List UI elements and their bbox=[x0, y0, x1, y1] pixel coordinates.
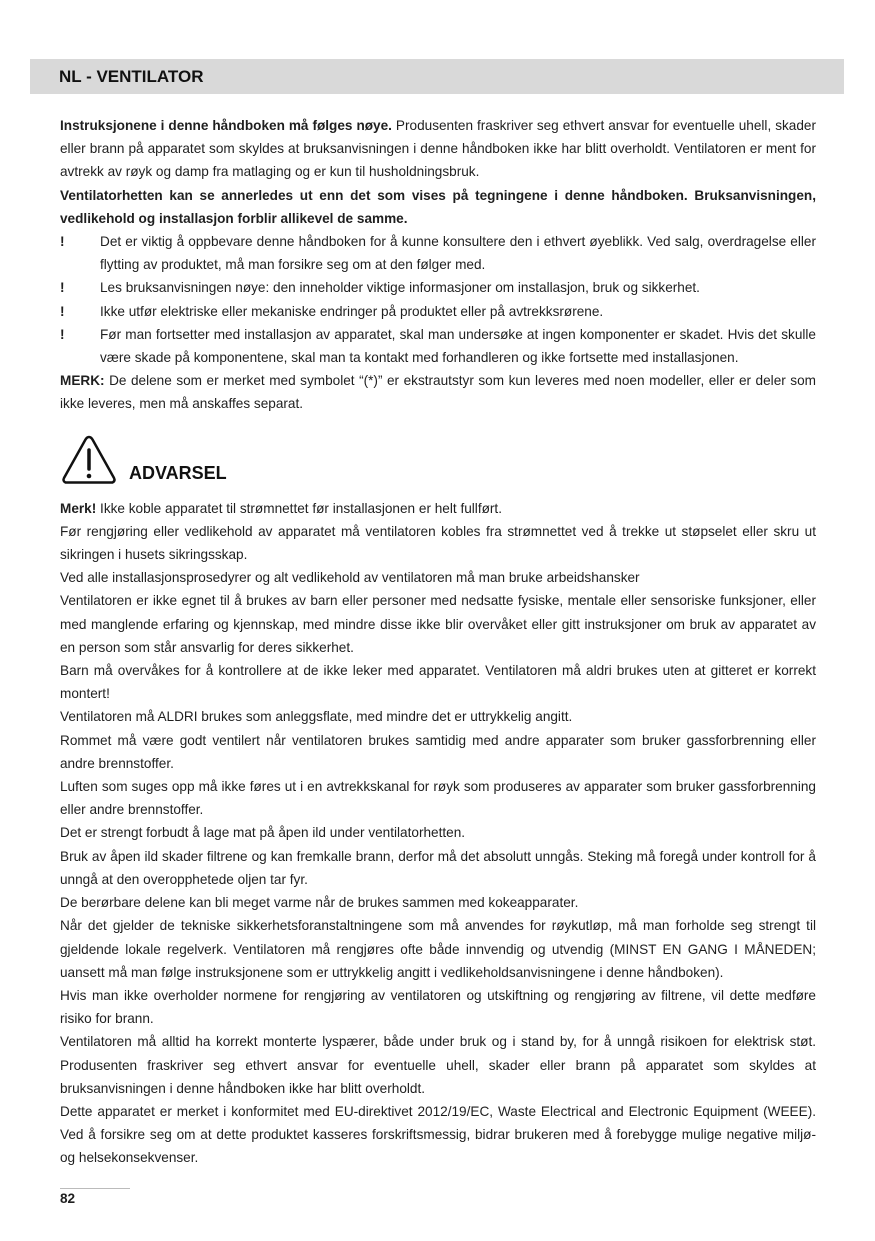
page-content bbox=[60, 114, 816, 1170]
warning-heading bbox=[60, 433, 816, 497]
note-label: MERK: bbox=[60, 373, 105, 389]
warning-paragraph: Ventilatoren er ikke egnet til å brukes av barn eller personer med nedsatte fysiske, mentale eller sensoriske funksjoner, eller med manglende erfaring og kjennskap, med mindre disse ikke blir overvåket eller gitt instruksjoner om bruk av apparatet av en person som står ansvarlig for deres sikkerhet. bbox=[60, 593, 816, 655]
warning-paragraph: Rommet må være godt ventilert når ventilatoren brukes samtidig med andre apparater som bruker gassforbrenning eller andre brennstoffer. bbox=[60, 732, 816, 771]
section-header-bar bbox=[30, 59, 844, 94]
warning-first-text: Ikke koble apparatet til strømnettet før installasjonen er helt fullført. bbox=[96, 500, 502, 516]
page-number: 82 bbox=[60, 1191, 76, 1206]
warning-paragraph: Barn må overvåkes for å kontrollere at de ikke leker med apparatet. Ventilatoren må aldri brukes uten at gitteret er korrekt montert! bbox=[60, 663, 816, 702]
warning-first-label: Merk! bbox=[60, 500, 97, 516]
intro-bold-lead: Instruksjonene i denne håndboken må følges nøye. bbox=[60, 118, 392, 133]
exclamation-icon: ! bbox=[60, 280, 65, 296]
warning-paragraph: Dette apparatet er merket i konformitet med EU-direktivet 2012/19/EC, Waste Electrical and Electronic Equipment (WEEE). Ved å forsikre seg om at dette produktet kasseres forskriftsmessig, bidrar brukeren med å forebygge mulige negative miljø- og helsekonsekvenser. bbox=[60, 1103, 816, 1166]
exclamation-icon: ! bbox=[60, 234, 65, 250]
warning-paragraph: Før rengjøring eller vedlikehold av apparatet må ventilatoren kobles fra strømnettet ved å trekke ut støpselet eller skru ut sikringen i husets sikringsskap. bbox=[60, 523, 816, 563]
warning-first-paragraph bbox=[60, 497, 816, 520]
warning-paragraph: De berørbare delene kan bli meget varme når de brukes sammen med kokeapparater. bbox=[60, 895, 579, 911]
warning-paragraph: Bruk av åpen ild skader filtrene og kan fremkalle brann, derfor må det absolutt unngås. Steking må foregå under kontroll for å unngå at den overopphetede oljen tar fyr. bbox=[60, 848, 816, 887]
warning-paragraph: Ventilatoren må ALDRI brukes som anleggsflate, med mindre det er uttrykkelig angitt. bbox=[60, 709, 573, 725]
bullet-item bbox=[60, 230, 816, 276]
bullet-text: Før man fortsetter med installasjon av apparatet, skal man undersøke at ingen komponenter er skadet. Hvis det skulle være skade på komponentene, skal man ta kontakt med forhandleren og ikke fortsette med installasjonen. bbox=[100, 326, 816, 366]
warning-paragraph: Det er strengt forbudt å lage mat på åpen ild under ventilatorhetten. bbox=[60, 825, 466, 841]
bullet-item bbox=[60, 300, 816, 323]
exclamation-icon: ! bbox=[60, 326, 65, 342]
bullet-item bbox=[60, 323, 816, 369]
footer-divider bbox=[60, 1188, 130, 1189]
section-title: NL - VENTILATOR bbox=[59, 66, 204, 86]
bullet-text: Ikke utfør elektriske eller mekaniske endringer på produktet eller på avtrekksrørene. bbox=[100, 303, 604, 319]
bullet-text: Les bruksanvisningen nøye: den inneholder viktige informasjoner om installasjon, bruk og sikkerhet. bbox=[100, 280, 700, 296]
intro-paragraph bbox=[60, 114, 816, 184]
note-paragraph bbox=[60, 369, 816, 415]
bullet-item bbox=[60, 276, 816, 299]
note-text: De delene som er merket med symbolet “(*)” er ekstrautstyr som kun leveres med noen modeller, eller er deler som ikke leveres, men må anskaffes separat. bbox=[60, 373, 816, 412]
warning-paragraph: Ventilatoren må alltid ha korrekt monterte lyspærer, både under bruk og i stand by, for å unngå risikoen for elektrisk støt. Produsenten fraskriver seg ethvert ansvar for eventuelle uhell, skader eller brann på apparatet som skyldes at bruksanvisningen i denne håndboken ikke har blitt overholdt. bbox=[60, 1034, 816, 1096]
warning-paragraph: Luften som suges opp må ikke føres ut i en avtrekkskanal for røyk som produseres av apparater som bruker gassforbrenning eller andre brennstoffer. bbox=[60, 779, 816, 818]
warning-paragraph: Når det gjelder de tekniske sikkerhetsforanstaltningene som må anvendes for røykutløp, må man forholde seg strengt til gjeldende lokale regelverk. Ventilatoren må rengjøres ofte både innvendig og utvendig (MINST EN GANG I MÅNEDEN; uansett må man følge instruksjonene som er uttrykkelig angitt i vedlikeholdsanvisningene i denne håndboken). bbox=[60, 918, 816, 980]
warning-paragraph: Ved alle installasjonsprosedyrer og alt vedlikehold av ventilatoren må man bruke arbeidshansker bbox=[60, 570, 640, 586]
bullet-text: Det er viktig å oppbevare denne håndboken for å kunne konsultere den i ethvert øyeblikk. Ved salg, overdragelse eller flytting av produktet, må man forsikre seg om at den følger med. bbox=[100, 234, 816, 273]
intro-bold-paragraph: Ventilatorhetten kan se annerledes ut enn det som vises på tegningene i denne håndboken. Bruksanvisningen, vedlikehold og installasjon forblir allikevel de samme. bbox=[60, 187, 816, 226]
exclamation-icon: ! bbox=[60, 303, 65, 319]
warning-paragraph: Hvis man ikke overholder normene for rengjøring av ventilatoren og utskiftning og rengjøring av filtrene, vil dette medføre risiko for brann. bbox=[60, 987, 816, 1027]
warning-triangle-icon bbox=[60, 433, 118, 487]
intro-text: Produsenten fraskriver seg ethvert ansvar for eventuelle uhell, skader eller brann på apparatet som skyldes at bruksanvisningen i denne håndboken ikke har blitt overholdt. Ventilatoren er ment for avtrekk av røyk og damp fra matlaging og er kun til husholdningsbruk. bbox=[60, 118, 816, 180]
warning-title: ADVARSEL bbox=[129, 462, 227, 483]
